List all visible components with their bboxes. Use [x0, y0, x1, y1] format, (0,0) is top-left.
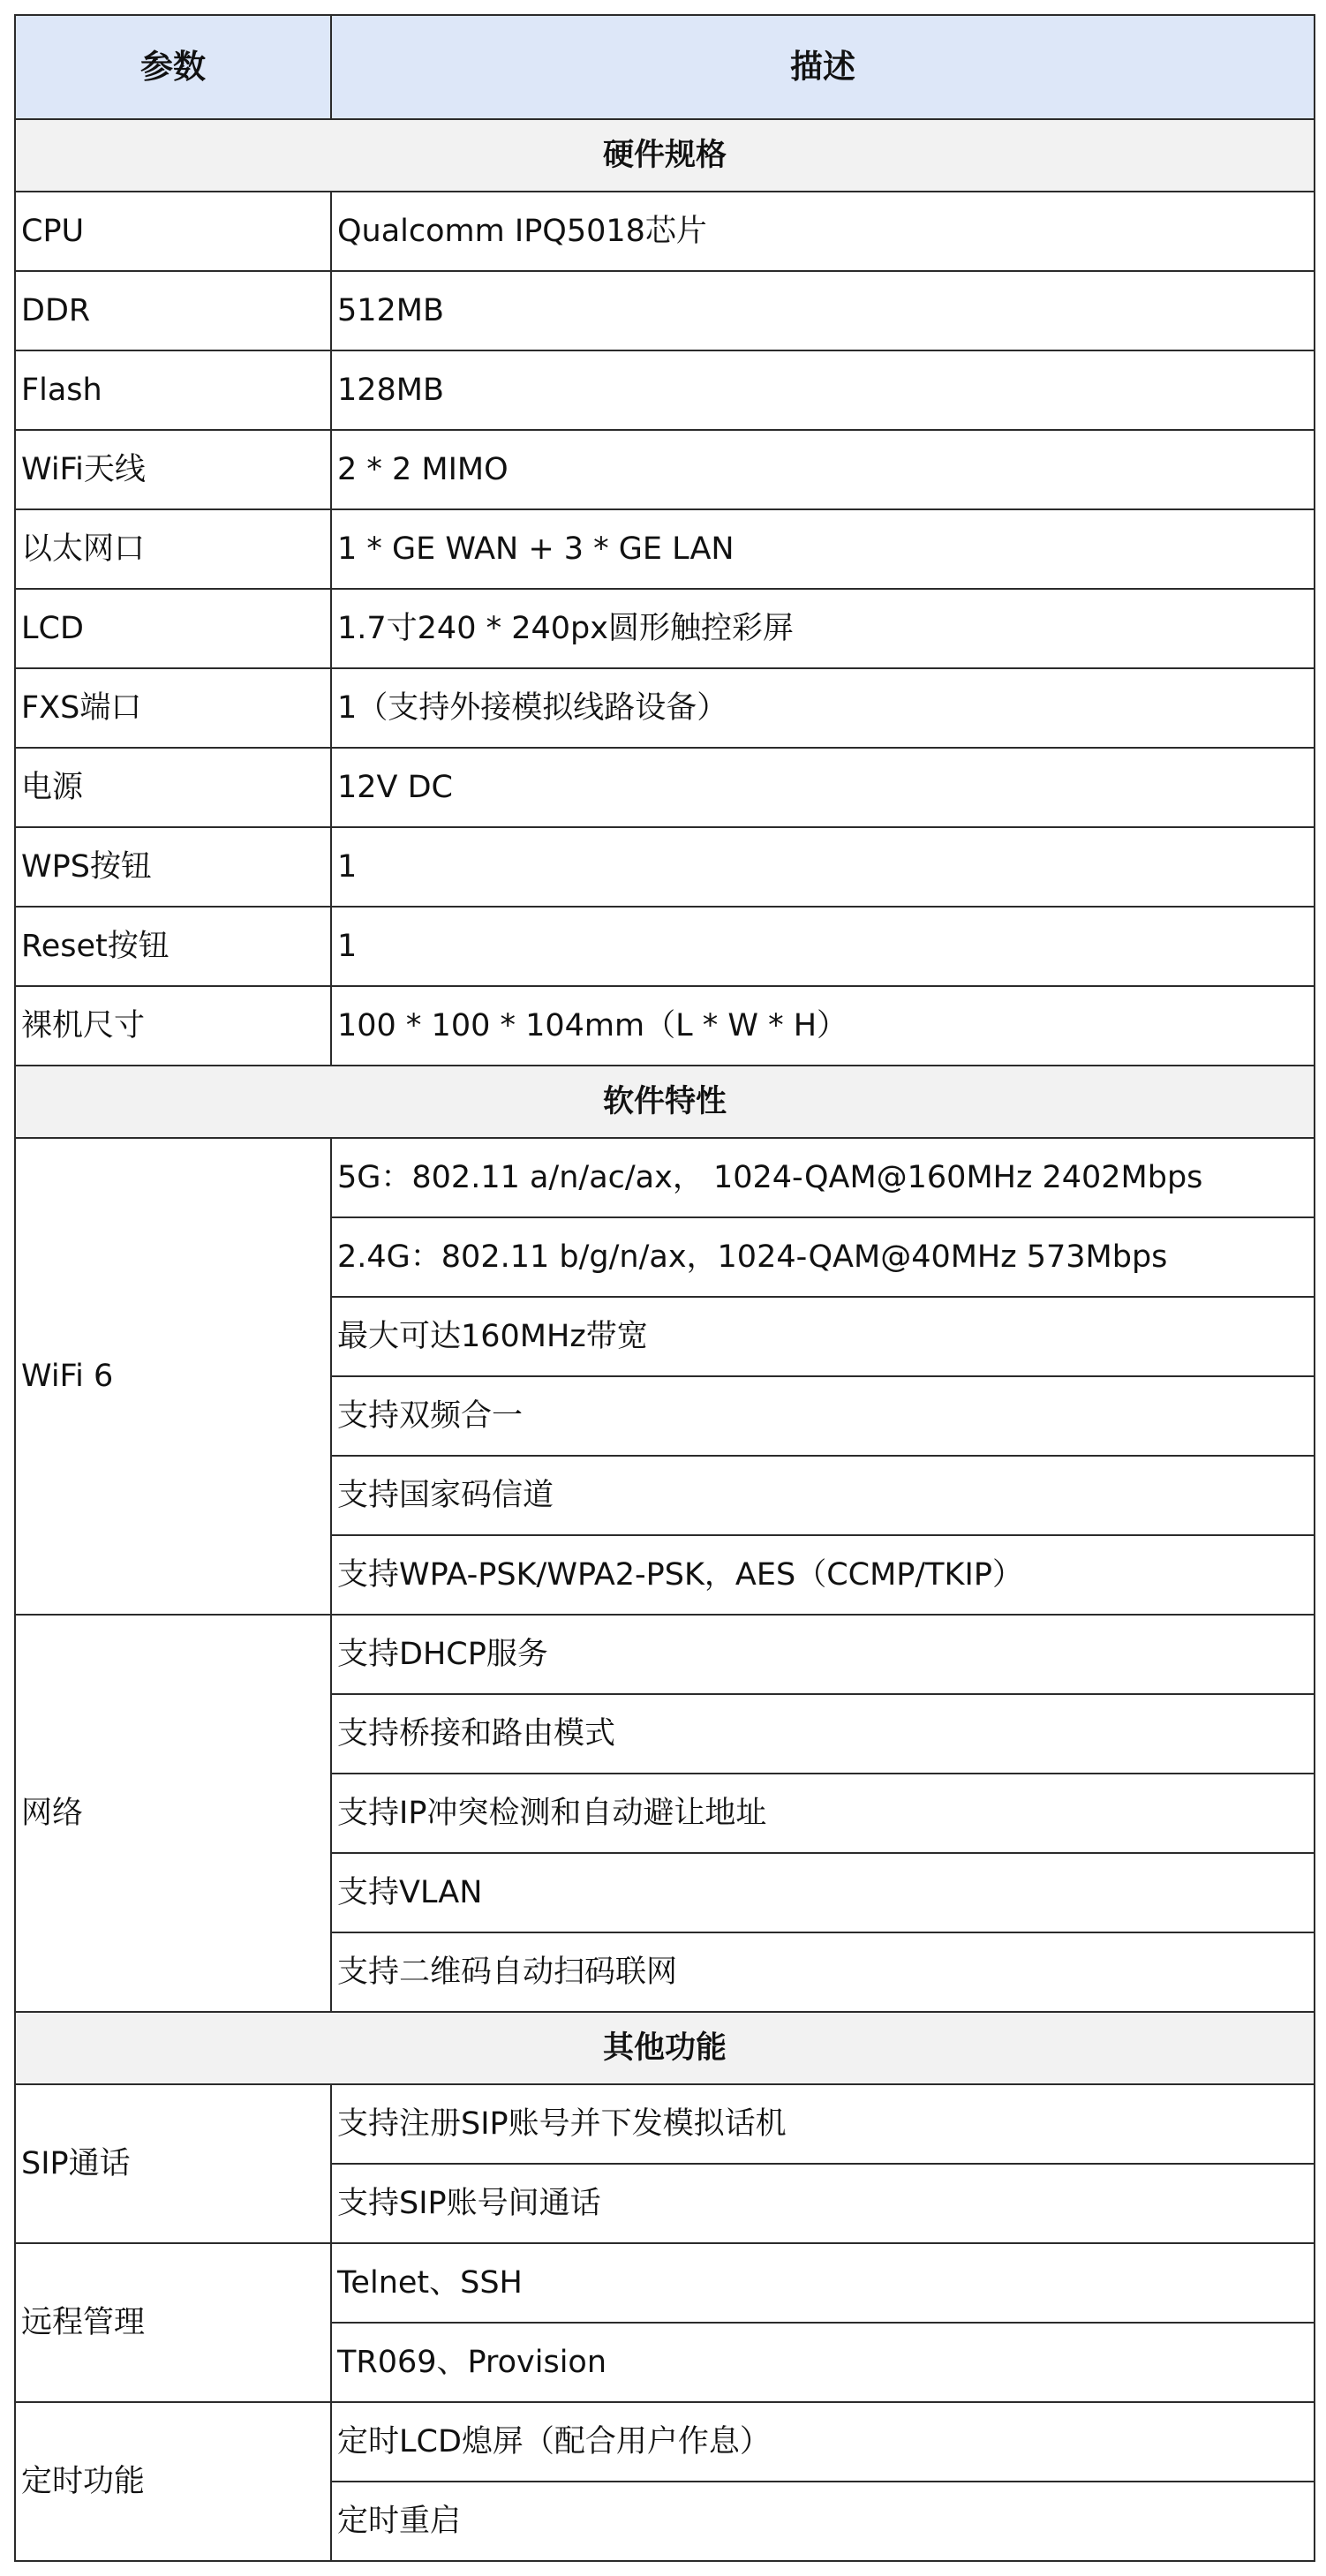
- table-row: [15, 589, 1315, 668]
- desc-cell: 支持双频合一: [331, 1376, 1315, 1456]
- param-cell: 裸机尺寸: [15, 986, 331, 1066]
- desc-cell: 支持注册SIP账号并下发模拟话机: [331, 2084, 1315, 2164]
- desc-cell: 支持IP冲突检测和自动避让地址: [331, 1774, 1315, 1853]
- section-header-row: [15, 2012, 1315, 2084]
- desc-cell: 定时LCD熄屏（配合用户作息）: [331, 2402, 1315, 2482]
- param-cell: WPS按钮: [15, 827, 331, 907]
- header-param: 参数: [15, 15, 331, 119]
- desc-cell: 12V DC: [331, 748, 1315, 827]
- param-cell: Flash: [15, 350, 331, 430]
- section-title: 其他功能: [15, 2012, 1315, 2084]
- param-cell: CPU: [15, 192, 331, 271]
- table-row: [15, 748, 1315, 827]
- desc-cell: 支持二维码自动扫码联网: [331, 1932, 1315, 2012]
- desc-cell: 支持WPA-PSK/WPA2-PSK，AES（CCMP/TKIP）: [331, 1535, 1315, 1615]
- desc-cell: 支持VLAN: [331, 1853, 1315, 1932]
- param-cell: SIP通话: [15, 2084, 331, 2243]
- table-row: [15, 2402, 1315, 2482]
- desc-cell: 支持桥接和路由模式: [331, 1694, 1315, 1774]
- table-row: [15, 430, 1315, 509]
- desc-cell: 5G：802.11 a/n/ac/ax， 1024-QAM@160MHz 2402Mbps: [331, 1138, 1315, 1217]
- desc-cell: 1 * GE WAN + 3 * GE LAN: [331, 509, 1315, 589]
- param-cell: 网络: [15, 1615, 331, 2012]
- desc-cell: Qualcomm IPQ5018芯片: [331, 192, 1315, 271]
- param-cell: WiFi天线: [15, 430, 331, 509]
- desc-cell: 支持DHCP服务: [331, 1615, 1315, 1694]
- section-title: 硬件规格: [15, 119, 1315, 192]
- table-row: [15, 2243, 1315, 2323]
- table-row: [15, 1138, 1315, 1217]
- desc-cell: 支持国家码信道: [331, 1456, 1315, 1535]
- desc-cell: TR069、Provision: [331, 2323, 1315, 2402]
- table-row: [15, 907, 1315, 986]
- param-cell: LCD: [15, 589, 331, 668]
- table-row: [15, 509, 1315, 589]
- section-header-row: [15, 119, 1315, 192]
- table-row: [15, 986, 1315, 1066]
- header-desc: 描述: [331, 15, 1315, 119]
- section-title: 软件特性: [15, 1066, 1315, 1138]
- param-cell: 电源: [15, 748, 331, 827]
- table-row: [15, 827, 1315, 907]
- table-header-row: [15, 15, 1315, 119]
- table-row: [15, 350, 1315, 430]
- param-cell: 以太网口: [15, 509, 331, 589]
- desc-cell: 定时重启: [331, 2482, 1315, 2561]
- desc-cell: Telnet、SSH: [331, 2243, 1315, 2323]
- param-cell: 定时功能: [15, 2402, 331, 2561]
- table-row: [15, 2084, 1315, 2164]
- param-cell: Reset按钮: [15, 907, 331, 986]
- param-cell: DDR: [15, 271, 331, 350]
- table-row: [15, 1615, 1315, 1694]
- table-row: [15, 192, 1315, 271]
- desc-cell: 支持SIP账号间通话: [331, 2164, 1315, 2243]
- table-row: [15, 668, 1315, 748]
- desc-cell: 2 * 2 MIMO: [331, 430, 1315, 509]
- table-row: [15, 271, 1315, 350]
- param-cell: FXS端口: [15, 668, 331, 748]
- section-header-row: [15, 1066, 1315, 1138]
- desc-cell: 100 * 100 * 104mm（L * W * H）: [331, 986, 1315, 1066]
- spec-table-body: [15, 15, 1315, 2561]
- param-cell: WiFi 6: [15, 1138, 331, 1615]
- desc-cell: 128MB: [331, 350, 1315, 430]
- desc-cell: 1: [331, 827, 1315, 907]
- desc-cell: 512MB: [331, 271, 1315, 350]
- desc-cell: 1（支持外接模拟线路设备）: [331, 668, 1315, 748]
- desc-cell: 1.7寸240 * 240px圆形触控彩屏: [331, 589, 1315, 668]
- desc-cell: 2.4G：802.11 b/g/n/ax，1024-QAM@40MHz 573Mbps: [331, 1217, 1315, 1297]
- param-cell: 远程管理: [15, 2243, 331, 2402]
- desc-cell: 最大可达160MHz带宽: [331, 1297, 1315, 1376]
- desc-cell: 1: [331, 907, 1315, 986]
- spec-table: [14, 14, 1315, 2562]
